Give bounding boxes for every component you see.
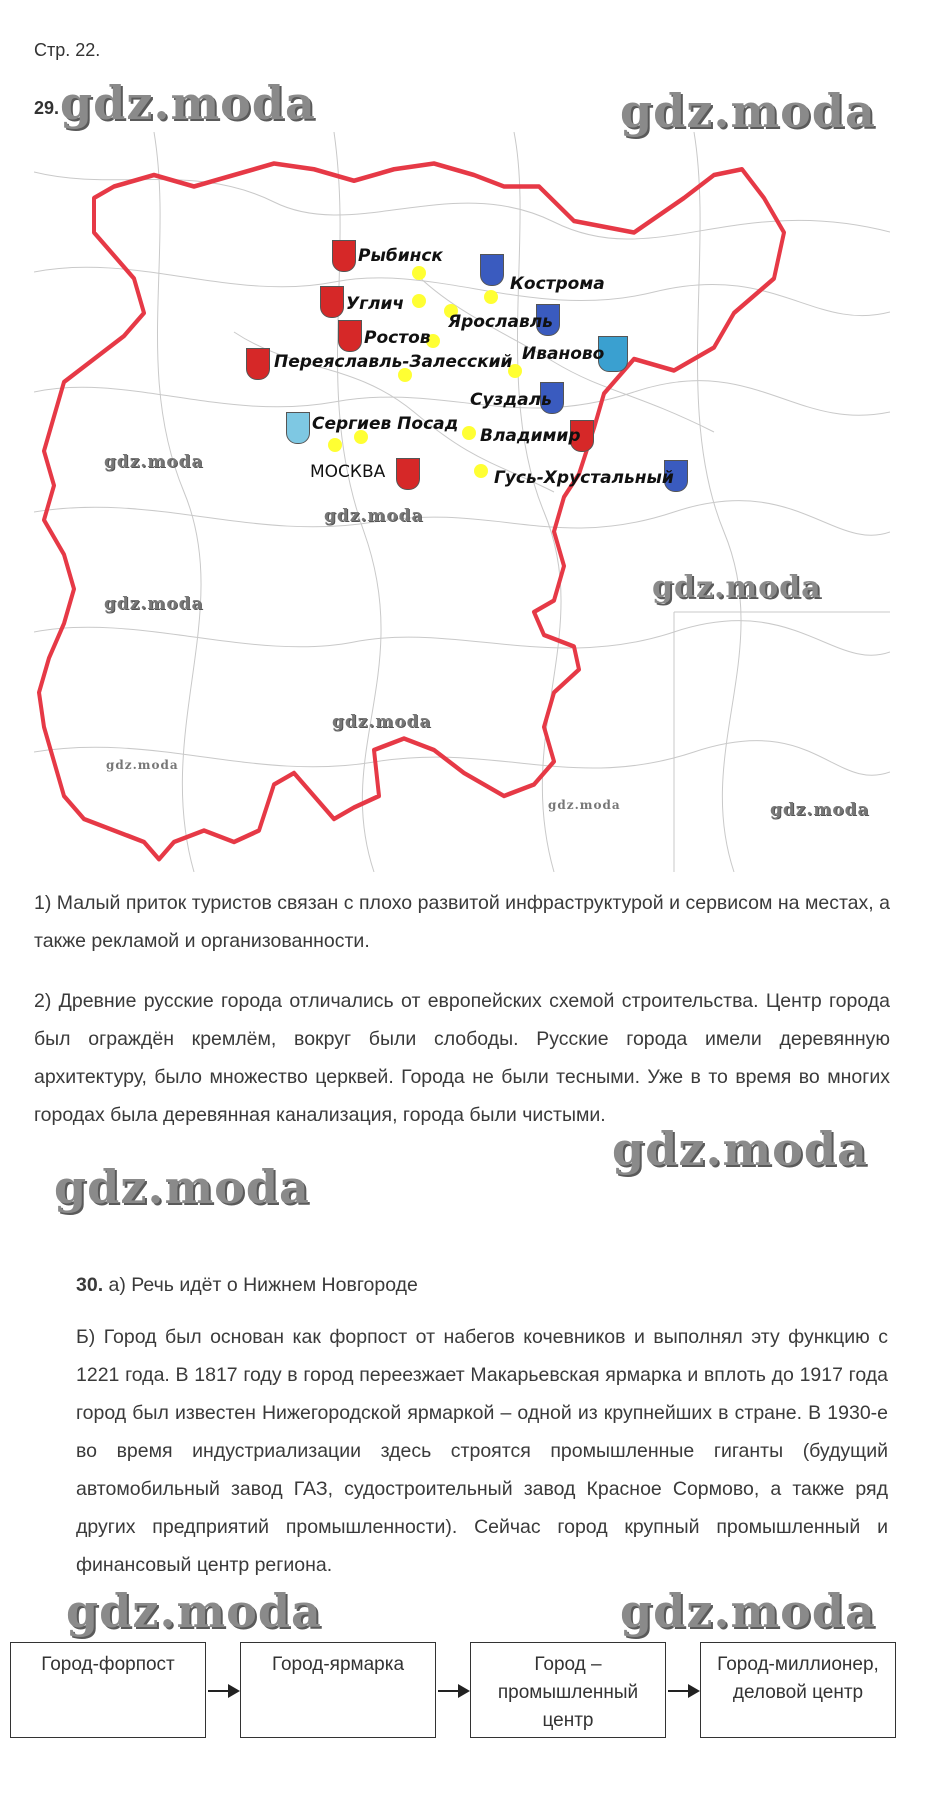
city-dot bbox=[412, 294, 426, 308]
coat-of-arms-icon bbox=[286, 412, 310, 444]
flow-box-outpost: Город-форпост bbox=[10, 1642, 206, 1738]
coat-of-arms-icon bbox=[332, 240, 356, 272]
flow-arrow bbox=[438, 1690, 468, 1692]
city-label-kostroma: Кострома bbox=[510, 274, 605, 294]
answer-2: 2) Древние русские города отличались от европейских схемой строительства. Центр города был ограждён кремлём, вокруг были слободы. Русские города имели деревянную архитектуру, было множество церквей. Города не были тесными. Уже в то время во многих городах была деревянная канализация, города были чистыми. bbox=[34, 990, 890, 1126]
city-label-rostov: Ростов bbox=[364, 328, 431, 348]
city-dot bbox=[462, 426, 476, 440]
answer-1: 1) Малый приток туристов связан с плохо развитой инфраструктурой и сервисом на местах, а также рекламой и организованности. bbox=[34, 892, 890, 952]
city-label-vladimir: Владимир bbox=[480, 426, 581, 446]
watermark: gdz.moda bbox=[620, 1584, 876, 1638]
watermark: gdz.moda bbox=[104, 452, 204, 472]
city-label-yaroslavl: Ярославль bbox=[448, 312, 553, 332]
watermark: gdz.moda bbox=[612, 1122, 868, 1176]
city-label-moskva: МОСКВА bbox=[310, 462, 386, 482]
watermark: gdz.moda bbox=[770, 800, 870, 820]
city-label-rybinsk: Рыбинск bbox=[358, 246, 443, 266]
watermark: gdz.moda bbox=[324, 506, 424, 526]
city-label-uglich: Углич bbox=[346, 294, 405, 314]
watermark: gdz.moda bbox=[652, 570, 822, 605]
city-label-ivanovo: Иваново bbox=[522, 344, 605, 364]
coat-of-arms-icon bbox=[480, 254, 504, 286]
watermark: gdz.moda bbox=[66, 1584, 322, 1638]
watermark: gdz.moda bbox=[54, 1160, 310, 1214]
watermark: gdz.moda bbox=[332, 712, 432, 732]
page-number: Стр. 22. bbox=[34, 40, 101, 60]
task-30-part-b: Б) Город был основан как форпост от набегов кочевников и выполнял эту функцию с 1221 года. В 1817 году в город переезжает Макарьевская ярмарка и вплоть до 1917 года город был известен Нижегородской ярмаркой – одной из крупнейших в стране. В 1930-е во время индустриализации здесь строятся промышленные гиганты (будущий автомобильный завод ГАЗ, судостроительный завод Красное Сормово, а также ряд других предприятий промышленности). Сейчас город крупный промышленный и финансовый центр региона. bbox=[76, 1326, 888, 1576]
flow-box-fair: Город-ярмарка bbox=[240, 1642, 436, 1738]
city-dot bbox=[328, 438, 342, 452]
flow-box-millionaire: Город-миллионер, деловой центр bbox=[700, 1642, 896, 1738]
watermark: gdz.moda bbox=[104, 594, 204, 614]
city-label-pereslavl: Переяславль-Залесский bbox=[274, 352, 513, 372]
task-30-part-a bbox=[76, 1274, 418, 1297]
flow-arrow bbox=[208, 1690, 238, 1692]
task-30-number: 30. bbox=[76, 1274, 104, 1296]
watermark: gdz.moda bbox=[620, 84, 876, 138]
coat-of-arms-icon bbox=[320, 286, 344, 318]
city-label-suzdal: Суздаль bbox=[470, 390, 552, 410]
city-dot bbox=[484, 290, 498, 304]
flow-arrow bbox=[668, 1690, 698, 1692]
coat-of-arms-icon bbox=[396, 458, 420, 490]
watermark: gdz.moda bbox=[106, 758, 179, 772]
watermark: gdz.moda bbox=[60, 76, 316, 130]
task-29-number: 29. bbox=[34, 98, 60, 118]
watermark: gdz.moda bbox=[548, 798, 621, 812]
city-dot bbox=[474, 464, 488, 478]
task-30-a-text: а) Речь идёт о Нижнем Новгороде bbox=[103, 1274, 418, 1296]
city-label-gus-khrustalny: Гусь-Хрустальный bbox=[494, 468, 674, 488]
city-label-sergiev-posad: Сергиев Посад bbox=[312, 414, 459, 434]
coat-of-arms-icon bbox=[338, 320, 362, 352]
flow-box-industrial: Город – промышленный центр bbox=[470, 1642, 666, 1738]
city-dot bbox=[412, 266, 426, 280]
coat-of-arms-icon bbox=[246, 348, 270, 380]
